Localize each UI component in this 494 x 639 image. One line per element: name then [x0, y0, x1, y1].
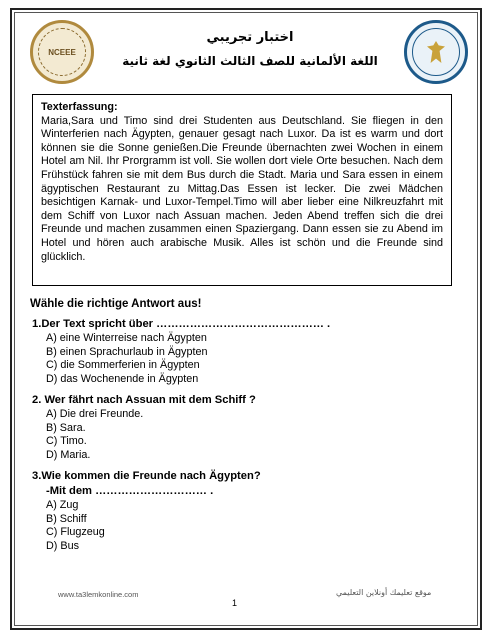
logo-left-text: NCEEE — [48, 47, 76, 57]
option-a[interactable]: A) Die drei Freunde. — [46, 408, 144, 420]
question-3: 3.Wie kommen die Freunde nach Ägypten? — [32, 470, 261, 482]
question-3-options — [46, 499, 105, 553]
option-a[interactable]: A) Zug — [46, 499, 79, 511]
option-a[interactable]: A) eine Winterreise nach Ägypten — [46, 332, 207, 344]
ministry-logo — [404, 20, 468, 84]
exam-title: اختبار تجريبي — [206, 30, 294, 45]
option-c[interactable]: C) die Sommerferien in Ägypten — [46, 359, 200, 371]
text-body: Maria,Sara und Timo sind drei Studenten aus Deutschland. Sie fliegen in den Winterferien nach Ägypten, genauer gesagt nach Luxor. Da ist es warm und dort können sie die Sonne genießen.Die Freunde übernachten zwei Wochen in einem Hotel am Nil. Ihr Prorgramm ist voll. Sie wollen dort viele Orte besuchen. Nach dem Frühstück fahren sie mit dem Bus durch die Stadt. Maria und Sara essen in einem ägyptischen Restaurant zu Mittag.Das Essen ist lecker. Die zwei Mädchen besichtigen Karnak- und Luxor-Tempel.Timo will aber lieber eine Nilkreuzfahrt mit dem Schiff von Luxor nach Assuan machen. Jeden Abend treffen sich die drei Freunde und machen zusammen einen Spaziergang. Dann essen sie zu Abend im Hotel und hören auch arabische Musik. Alles ist schön und die Freunde sind glücklich. — [41, 114, 443, 263]
option-b[interactable]: B) Schiff — [46, 512, 87, 525]
option-d[interactable]: D) Maria. — [46, 448, 91, 461]
footer-website[interactable]: www.ta3lemkonline.com — [58, 590, 139, 599]
nceee-logo — [30, 20, 94, 84]
option-b[interactable]: B) einen Sprachurlaub in Ägypten — [46, 345, 208, 358]
page-number: 1 — [232, 598, 238, 608]
question-3-subtext: -Mit dem ………………………… . — [46, 485, 214, 497]
text-heading: Texterfassung: — [41, 101, 118, 113]
option-b[interactable]: B) Sara. — [46, 421, 86, 434]
option-c[interactable]: C) Flugzeug — [46, 526, 105, 538]
option-d[interactable]: D) Bus — [46, 539, 79, 552]
exam-subtitle: اللغة الألمانية للصف الثالث الثانوي لغة ثانية — [122, 54, 378, 68]
question-1: 1.Der Text spricht über ……………………………………… . — [32, 318, 331, 330]
option-c[interactable]: C) Timo. — [46, 435, 87, 447]
eagle-icon — [427, 41, 445, 63]
reading-text-box — [32, 94, 452, 286]
footer-arabic: موقع تعليمك أونلاين التعليمي — [336, 588, 432, 597]
question-2: 2. Wer fährt nach Assuan mit dem Schiff ? — [32, 394, 256, 406]
instruction: Wähle die richtige Antwort aus! — [30, 298, 202, 310]
question-1-options — [46, 332, 207, 386]
option-d[interactable]: D) das Wochenende in Ägypten — [46, 372, 199, 385]
question-2-options — [46, 408, 143, 462]
